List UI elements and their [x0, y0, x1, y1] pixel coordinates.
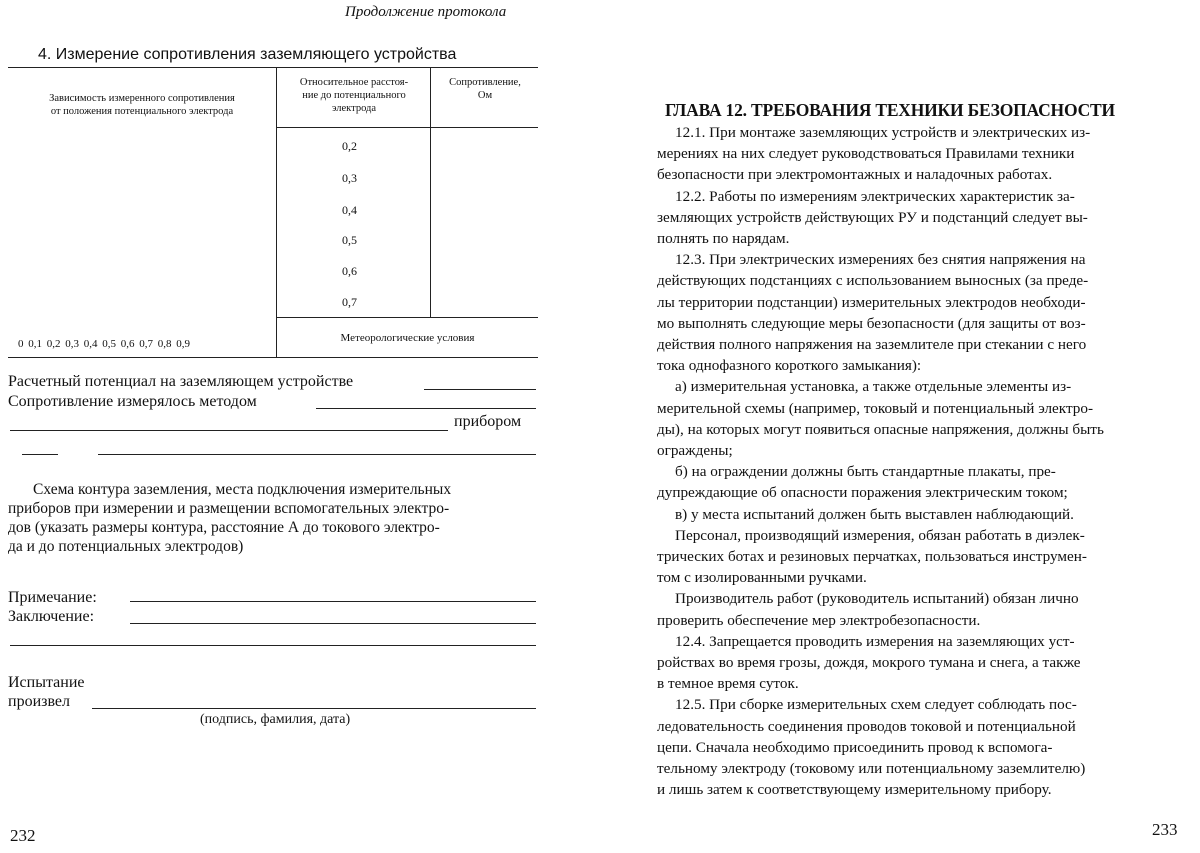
body-text-line: 12.5. При сборке измерительных схем следует соблюдать пос-	[675, 696, 1077, 714]
body-text-line: и лишь затем к соответствующему измерительному прибору.	[657, 781, 1052, 799]
col2-header-line: Относительное расстоя-	[299, 77, 409, 88]
meteo-rule	[276, 317, 538, 318]
distance-value: 0,4	[342, 203, 357, 217]
body-text-line: мерениях на них следует руководствоваться Правилами техники	[657, 145, 1075, 163]
body-text-line: земляющих устройств действующих РУ и подстанций следует вы-	[657, 208, 1088, 226]
body-text-line: в темное время суток.	[657, 675, 799, 693]
col2-header-line: ние до потенциального	[302, 90, 406, 101]
body-text-line: трических ботах и резиновых перчатках, пользоваться инструмен-	[657, 548, 1087, 565]
body-text-line: 12.4. Запрещается проводить измерения на заземляющих уст-	[675, 632, 1075, 650]
body-text-line: дупреждающие об опасности поражения электрическим током;	[657, 484, 1068, 502]
distance-value: 0,5	[342, 233, 357, 247]
table-divider-2	[430, 67, 431, 318]
distance-value: 0,6	[342, 264, 357, 278]
body-text-line: безопасности при электромонтажных и наладочных работах.	[657, 166, 1053, 184]
body-text-line: том с изолированными ручками.	[657, 569, 867, 587]
body-text-line: в) у места испытаний должен быть выставлен наблюдающий.	[675, 505, 1074, 523]
body-text-line: действия полного напряжения на заземлителе при стекании с него	[657, 336, 1087, 353]
device-line	[10, 430, 448, 431]
body-text-line: тока однофазного короткого замыкания):	[657, 357, 922, 375]
body-text-line: мо выполнять следующие меры безопасности (для защиты от воз-	[657, 314, 1086, 332]
conclusion-label: Заключение:	[8, 608, 95, 625]
method-line	[316, 408, 536, 409]
distance-value: 0,2	[342, 139, 357, 153]
method-label: Сопротивление измерялось методом	[8, 393, 257, 410]
page-header: Продолжение протокола	[345, 4, 507, 20]
col3-header-line: Сопротивление,	[449, 77, 521, 88]
distance-value: 0,3	[342, 171, 357, 185]
scheme-text-line: дов (указать размеры контура, расстояние А до токового электро-	[8, 519, 440, 536]
distance-value: 0,7	[342, 295, 357, 309]
body-text-line: ограждены;	[657, 442, 733, 459]
table-header-rule	[276, 127, 538, 128]
table-bottom-rule	[8, 357, 538, 358]
body-text-line: 12.2. Работы по измерениям электрических характеристик за-	[675, 187, 1075, 205]
conclusion-line-2	[10, 645, 536, 646]
signature-caption: (подпись, фамилия, дата)	[200, 712, 351, 727]
body-text-line: действующих подстанциях с использованием выносных (за преде-	[657, 272, 1089, 290]
body-text-line: тельному электроду (токовому или потенциальному заземлителю)	[657, 760, 1086, 777]
blank-line-short	[22, 454, 58, 455]
signature-line	[92, 708, 536, 709]
body-text-line: а) измерительная установка, а также отдельные элементы из-	[675, 378, 1072, 396]
body-text-line: Персонал, производящий измерения, обязан работать в диэлек-	[675, 526, 1085, 544]
body-text-line: ройствах во время грозы, дождя, мокрого тумана и снега, а также	[657, 654, 1081, 671]
scheme-text-line: да и до потенциальных электродов)	[8, 538, 244, 555]
test-label-1: Испытание	[8, 674, 85, 691]
calc-potential-label: Расчетный потенциал на заземляющем устройстве	[8, 373, 354, 390]
body-text-line: ды), на которых могут появиться опасные напряжения, должны быть	[657, 420, 1104, 438]
chapter-title: ГЛАВА 12. ТРЕБОВАНИЯ ТЕХНИКИ БЕЗОПАСНОСТИ	[665, 100, 1115, 120]
device-label: прибором	[454, 413, 522, 430]
section-title: 4. Измерение сопротивления заземляющего устройства	[38, 46, 457, 63]
scheme-text-line: Схема контура заземления, места подключения измерительных	[33, 481, 452, 498]
meteo-conditions-label: Метеорологические условия	[340, 332, 475, 344]
body-text-line: ледовательность соединения проводов токовой и потенциальной	[657, 717, 1076, 735]
col1-header-line: от положения потенциального электрода	[50, 106, 234, 117]
page-number-left: 232	[10, 826, 36, 845]
body-text-line: полнять по нарядам.	[657, 230, 790, 247]
body-text-line: цепи. Сначала необходимо присоединить провод к вспомога-	[657, 738, 1053, 756]
page-number-right: 233	[1152, 820, 1178, 839]
test-label-2: произвел	[8, 693, 70, 710]
table-divider-1	[276, 67, 277, 357]
body-text-line: 12.3. При электрических измерениях без снятия напряжения на	[675, 251, 1086, 269]
body-text-line: проверить обеспечение мер электробезопасности.	[657, 611, 981, 629]
col1-header	[8, 92, 276, 118]
col2-header	[278, 76, 430, 115]
calc-potential-line	[424, 389, 536, 390]
col3-header	[432, 76, 538, 102]
col2-header-line: электрода	[331, 103, 377, 114]
scheme-text-line: приборов при измерении и размещении вспомогательных электро-	[8, 500, 450, 517]
body-text-line: Производитель работ (руководитель испытаний) обязан лично	[675, 590, 1079, 608]
x-axis-labels: 0 0,1 0,2 0,3 0,4 0,5 0,6 0,7 0,8 0,9	[18, 338, 190, 350]
col3-header-line: Ом	[477, 90, 493, 101]
conclusion-line	[130, 623, 536, 624]
body-text-line: лы территории подстанции) измерительных электродов необходи-	[657, 293, 1086, 311]
table-top-rule	[8, 67, 538, 68]
body-text-line: 12.1. При монтаже заземляющих устройств и электрических из-	[675, 124, 1091, 141]
body-text-line: б) на ограждении должны быть стандартные плакаты, пре-	[675, 463, 1056, 481]
col1-header-line: Зависимость измеренного сопротивления	[49, 93, 235, 104]
note-label: Примечание:	[8, 589, 97, 606]
note-line	[130, 601, 536, 602]
body-text-line: мерительной схемы (например, токовый и потенциальный электро-	[657, 399, 1094, 417]
blank-line-long	[98, 454, 536, 455]
